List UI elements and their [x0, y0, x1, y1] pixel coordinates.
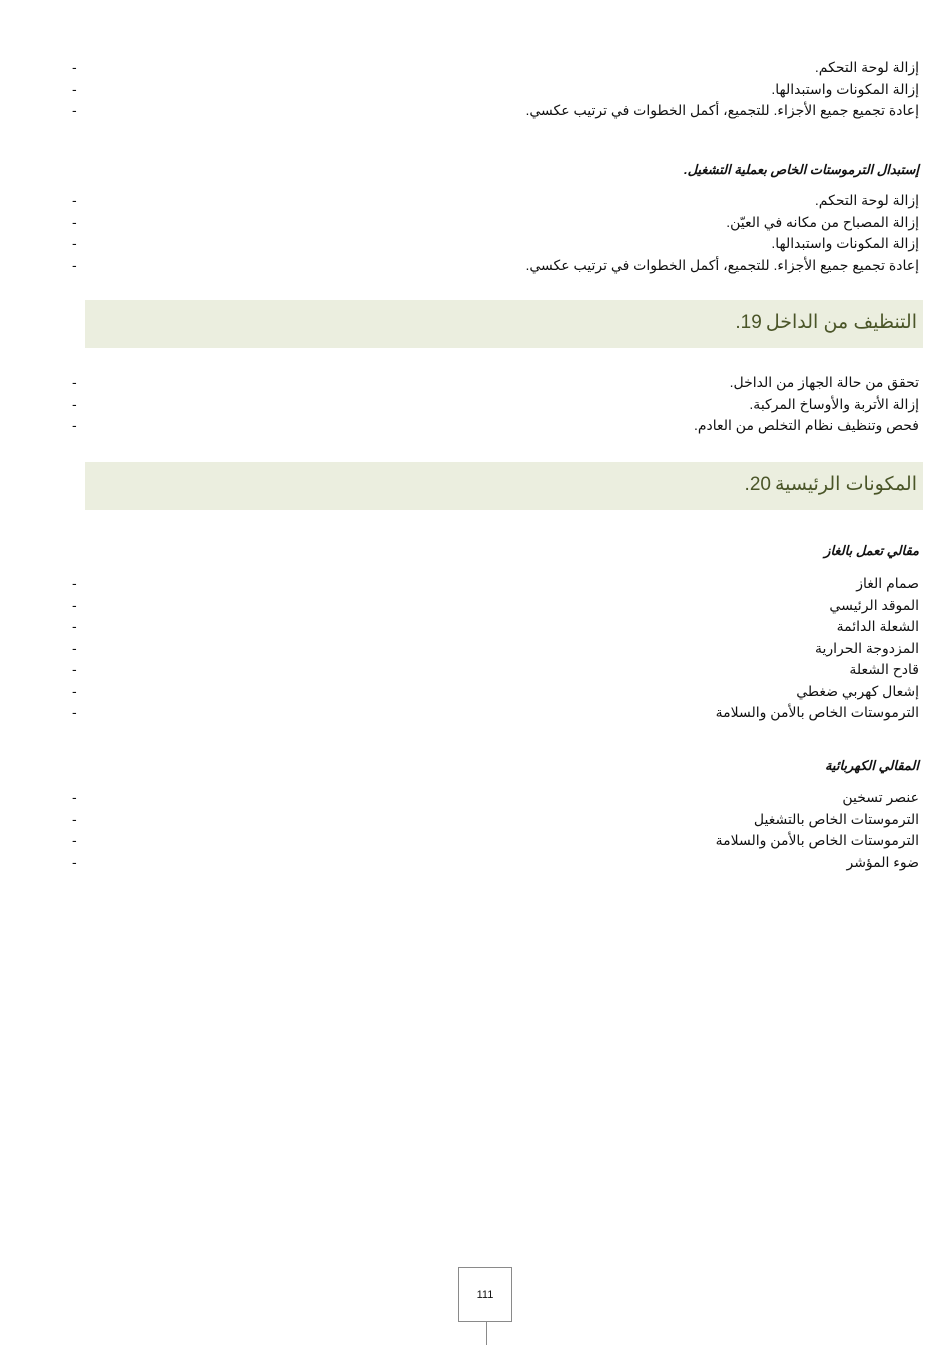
list-item: إزالة المكونات واستبدالها. - [0, 233, 950, 255]
list-dash: - [72, 618, 77, 634]
list-dash: - [72, 80, 77, 97]
list-dash: - [72, 395, 77, 412]
subsection-title-thermostat: إستبدال الترموستات الخاص بعملية التشغيل. [683, 162, 919, 177]
list-item: إزالة الأتربة والأوساخ المركبة. - [0, 394, 950, 416]
list-item: قادح الشعلة - [0, 659, 950, 681]
list-item: المزدوجة الحرارية - [0, 638, 950, 660]
section-number: 19. [735, 312, 762, 333]
list-dash: - [72, 192, 77, 208]
section-title: التنظيف من الداخل [765, 312, 917, 333]
list-dash: - [72, 256, 77, 273]
list-item: الترموستات الخاص بالأمن والسلامة - [0, 830, 950, 852]
steps-list-thermostat [0, 190, 950, 276]
list-item: إزالة المكونات واستبدالها. - [0, 79, 950, 101]
list-dash: - [72, 810, 77, 827]
gas-components-list [0, 573, 950, 724]
electric-components-list [0, 787, 950, 873]
list-dash: - [72, 704, 77, 720]
list-item: الشعلة الدائمة - [0, 616, 950, 638]
subsection-title-gas-fryers: مقالي تعمل بالغاز [824, 543, 919, 558]
page-number: 111 [458, 1267, 512, 1322]
list-item: الترموستات الخاص بالأمن والسلامة - [0, 702, 950, 724]
steps-list-a [0, 57, 950, 122]
list-dash: - [72, 374, 77, 390]
list-item: ضوء المؤشر - [0, 852, 950, 874]
list-dash: - [72, 853, 77, 870]
cleaning-list [0, 372, 950, 437]
list-dash: - [72, 213, 77, 230]
list-item: إزالة لوحة التحكم. - [0, 190, 950, 212]
list-item: الموقد الرئيسي - [0, 595, 950, 617]
list-item: تحقق من حالة الجهاز من الداخل. - [0, 372, 950, 394]
list-item: فحص وتنظيف نظام التخلص من العادم. - [0, 415, 950, 437]
list-dash: - [72, 102, 77, 118]
list-item: إشعال كهربي ضغطي - [0, 681, 950, 703]
list-item: إعادة تجميع جميع الأجزاء. للتجميع، أكمل الخطوات في ترتيب عكسي. - [0, 255, 950, 277]
list-dash: - [72, 59, 77, 75]
list-item: عنصر تسخين - [0, 787, 950, 809]
list-dash: - [72, 235, 77, 251]
list-dash: - [72, 832, 77, 848]
page-number-tick [486, 1322, 487, 1345]
list-item: الترموستات الخاص بالتشغيل - [0, 809, 950, 831]
list-item: إعادة تجميع جميع الأجزاء. للتجميع، أكمل الخطوات في ترتيب عكسي. - [0, 100, 950, 122]
list-dash: - [72, 682, 77, 699]
section-heading-19 [85, 300, 923, 348]
list-item: صمام الغاز - [0, 573, 950, 595]
section-title: المكونات الرئيسية [774, 474, 917, 495]
list-dash: - [72, 661, 77, 677]
list-item: إزالة لوحة التحكم. - [0, 57, 950, 79]
list-dash: - [72, 596, 77, 613]
list-dash: - [72, 639, 77, 656]
section-number: 20. [744, 474, 771, 495]
section-heading-20 [85, 462, 923, 510]
list-dash: - [72, 575, 77, 591]
subsection-title-electric-fryers: المقالي الكهربائية [824, 758, 919, 773]
list-dash: - [72, 789, 77, 805]
list-item: إزالة المصباح من مكانه في العيّن. - [0, 212, 950, 234]
list-dash: - [72, 417, 77, 433]
